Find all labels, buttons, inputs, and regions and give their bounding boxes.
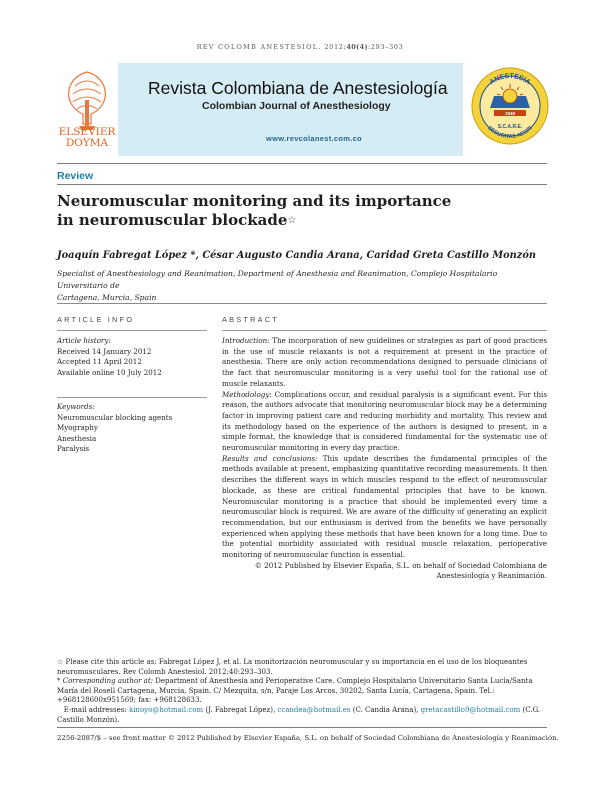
affiliation-line-2: Cartagena, Murcia, Spain [57, 293, 157, 302]
article-title [57, 192, 451, 230]
running-header-volume: 40(4) [346, 43, 368, 51]
citation-footnote [57, 658, 547, 677]
journal-subtitle: Colombian Journal of Anesthesiology [202, 100, 391, 112]
results-text: This update describes the fundamental principles of the methods available at present, emphasizing quantitative recording measurements. It then describes the different ways in which muscles respond to the effect of neuromuscular blockade, as these are critical fundamental principles that have to be known. Neuromuscular monitoring is a practice that should be implemented every time a neuromuscular block is required. We are aware of the difficulty of generating an explicit recommendation, but our enthusiasm is derived from the benefits we have personally experienced when applying these methods that have been known for a long time. Due to the potential morbidity associated with residual muscle relaxation, perioperative monitoring of neuromuscular function is essential. [222, 453, 547, 560]
keywords [57, 402, 207, 455]
seal-bottom-text: SECURITAS AEGRI [486, 125, 534, 141]
article-title-line-2: in neuromuscular blockade [57, 211, 288, 229]
abstract-methodology [222, 390, 547, 454]
introduction-label: Introduction: [222, 336, 270, 345]
affiliation [57, 268, 547, 304]
accepted-date: Accepted 11 April 2012 [57, 357, 142, 367]
article-title-line-1: Neuromuscular monitoring and its importance [57, 192, 452, 210]
copyright-notice [222, 561, 547, 582]
issn-copyright-line: 2256-2087/$ – see front matter © 2012 Published by Elsevier España, S.L. on behalf of Sociedad Colombiana de Anestesiología y Reanimación. [57, 734, 559, 742]
email-link[interactable]: kinoyo@hotmail.com [128, 705, 204, 714]
keyword-item: Neuromuscular blocking agents [57, 412, 173, 422]
footnotes [57, 658, 547, 725]
article-history [57, 336, 207, 378]
section-divider [57, 184, 547, 185]
email-link[interactable]: gretacastillo9@hotmail.com [420, 705, 521, 714]
results-label: Results and conclusions: [222, 453, 318, 463]
affiliation-divider [57, 303, 547, 304]
corresponding-mark: * [57, 677, 61, 686]
running-header-year: 2012; [324, 43, 347, 51]
journal-url[interactable]: www.revcolanest.com.co [266, 134, 362, 143]
history-label: Article history: [57, 336, 111, 345]
section-label: Review [57, 170, 94, 182]
abstract-body [222, 336, 547, 582]
copyright-line-1: © 2012 Published by Elsevier España, S.L. on behalf of Sociedad Colombiana de [254, 560, 547, 570]
copyright-line-2: Anestesiología y Reanimación. [436, 571, 547, 581]
abstract-divider [222, 330, 547, 331]
email-owner: (C. Candia Arana), [350, 705, 421, 714]
methodology-label: Methodology: [222, 389, 272, 399]
email-footnote [57, 706, 547, 725]
abstract-heading: ABSTRACT [222, 315, 280, 324]
seal-motto: S.C.A.R.E. [497, 124, 523, 130]
citation-mark: ☆ [57, 658, 64, 666]
abstract-introduction [222, 336, 547, 390]
email-label: E-mail addresses: [63, 705, 127, 714]
elsevier-word: ELSEVIER [58, 126, 116, 138]
running-header-journal: REV COLOMB ANESTESIOL. [196, 43, 322, 51]
elsevier-doyma-wordmark [57, 127, 117, 148]
seal-year: 1949 [504, 111, 516, 116]
running-header-pages: :293–303 [367, 43, 404, 51]
doyma-word: DOYMA [65, 136, 109, 149]
corresponding-author-footnote [57, 677, 547, 706]
methodology-text: Complications occur, and residual paralysis is a significant event. For this reason, the authors advocate that monitoring neuromuscular block may be a determining factor in improving patient care and reducing morbidity and mortality. This review and its methodology based on the experience of the authors is designed to present, in a simple format, the knowledge that is considered fundamental for the systematic use of neuromuscular monitoring in every day practice. [222, 389, 547, 453]
keywords-label: Keywords: [57, 402, 95, 411]
seal-top-text: ANESTESIA [488, 72, 532, 87]
email-owner: (C.G. Castillo Monzón). [57, 705, 541, 724]
online-date: Available online 10 July 2012 [57, 367, 162, 377]
keywords-divider [57, 397, 207, 398]
keyword-item: Myography [57, 423, 98, 433]
corresponding-text: Department of Anesthesia and Perioperative Care. Complejo Hospitalario Universitario Santa Lucía/Santa María del Rosell Cartagena, Murcia, Spain. C/ Mezquita, s/n, Paraje Los Arcos, 30202, Santa Lucía, Cartagena, Spain. Tel.: +968128600x951569; fax: +968128633. [57, 677, 533, 705]
header-divider [57, 163, 547, 164]
society-seal-logo [470, 66, 550, 146]
affiliation-line-1: Specialist of Anesthesiology and Reanimation, Department of Anesthesia and Reanimation, Complejo Hospitalario Universitario de [57, 269, 498, 290]
email-link[interactable]: ccandea@hotmail.es [277, 705, 351, 714]
author-list: Joaquín Fabregat López *, César Augusto Candia Arana, Caridad Greta Castillo Monzón [57, 250, 537, 261]
article-info-divider [57, 330, 207, 331]
corresponding-label: Corresponding author at: [60, 677, 153, 686]
keyword-item: Anesthesia [57, 433, 97, 443]
article-info-heading: ARTICLE INFO [57, 315, 135, 324]
journal-title: Revista Colombiana de Anestesiología [148, 78, 448, 98]
introduction-text: The incorporation of new guidelines or strategies as part of good practices in the use of muscle relaxants is not a requirement at present in the practice of anesthesia. There are only action recommendations designed to persuade clinicians of the fact that neuromuscular monitoring is a very useful tool for the rational use of muscle relaxants. [222, 336, 547, 388]
title-footnote-mark[interactable]: ☆ [287, 215, 297, 226]
citation-text: Please cite this article as: Fabregat López J, et al. La monitorización neuromuscular y su importancia en el uso de los bloqueantes neuromusculares. Rev Colomb Anestesiol. 2012;40:293–303. [57, 658, 528, 676]
running-header [0, 43, 600, 51]
received-date: Received 14 January 2012 [57, 346, 152, 356]
email-owner: (J. Fabregat López), [203, 705, 278, 714]
abstract-results [222, 454, 547, 561]
footer-divider [57, 727, 547, 728]
keyword-item: Paralysis [57, 444, 90, 454]
